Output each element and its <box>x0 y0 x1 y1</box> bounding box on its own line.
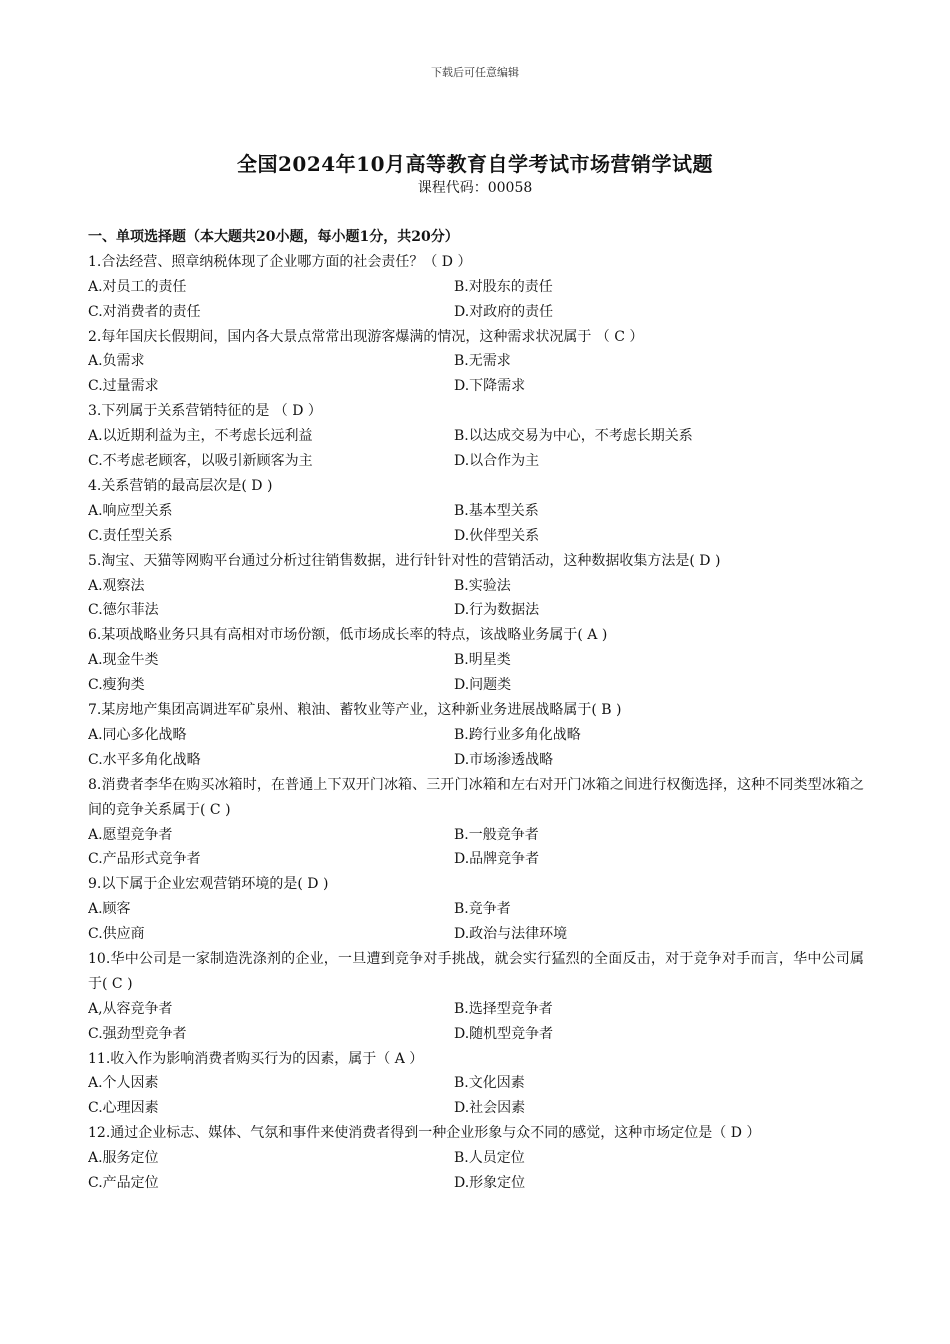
option-b: B.跨行业多角化战略 <box>454 726 581 743</box>
question-10 <box>88 947 864 1047</box>
option-list <box>88 349 864 399</box>
option-b: B.选择型竞争者 <box>454 1000 553 1017</box>
question-stem: 8.消费者李华在购买冰箱时，在普通上下双开门冰箱、三开门冰箱和左右对开门冰箱之间进行权衡选择，这种不同类型冰箱之间的竞争关系属于( C ) <box>88 776 864 818</box>
question-9 <box>88 872 864 947</box>
option-list <box>88 1071 864 1121</box>
option-a: A.以近期利益为主，不考虑长远利益 <box>88 428 313 445</box>
question-6 <box>88 623 864 698</box>
option-list <box>88 574 864 624</box>
option-a: A.愿望竞争者 <box>88 826 173 843</box>
option-d: D.品牌竞争者 <box>454 851 540 868</box>
option-b: B.对股东的责任 <box>454 278 553 295</box>
option-c: C.心理因素 <box>88 1100 159 1117</box>
option-d: D.行为数据法 <box>454 602 540 619</box>
question-4 <box>88 474 864 549</box>
option-c: C.责任型关系 <box>88 527 173 544</box>
option-d: D.下降需求 <box>454 378 526 395</box>
option-d: D.政治与法律环境 <box>454 926 568 943</box>
question-stem: 3.下列属于关系营销特征的是 （ D ） <box>88 403 322 420</box>
question-stem: 10.华中公司是一家制造洗涤剂的企业，一旦遭到竞争对手挑战，就会实行猛烈的全面反击，对于竞争对手而言，华中公司属于( C ) <box>88 950 864 992</box>
question-stem: 6.某项战略业务只具有高相对市场份额，低市场成长率的特点，该战略业务属于( A ) <box>88 627 608 644</box>
option-c: C.产品定位 <box>88 1175 159 1192</box>
option-a: A.服务定位 <box>88 1150 159 1167</box>
option-d: D.问题类 <box>454 677 512 694</box>
option-d: D.市场渗透战略 <box>454 751 554 768</box>
option-a: A.观察法 <box>88 577 145 594</box>
option-b: B.一般竞争者 <box>454 826 539 843</box>
section-heading: 一、单项选择题（本大题共20小题，每小题1分，共20分） <box>88 229 459 245</box>
option-c: C.德尔菲法 <box>88 602 159 619</box>
option-list <box>88 1146 864 1196</box>
question-stem: 9.以下属于企业宏观营销环境的是( D ) <box>88 876 329 893</box>
option-d: D.对政府的责任 <box>454 303 554 320</box>
document-title: 全国2024年10月高等教育自学考试市场营销学试题 <box>237 152 713 176</box>
option-b: B.竞争者 <box>454 901 511 918</box>
option-c: C.供应商 <box>88 926 145 943</box>
option-a: A.个人因素 <box>88 1075 159 1092</box>
option-b: B.文化因素 <box>454 1075 525 1092</box>
question-8 <box>88 773 864 873</box>
question-stem: 11.收入作为影响消费者购买行为的因素，属于（ A ） <box>88 1050 424 1067</box>
option-b: B.人员定位 <box>454 1150 525 1167</box>
option-list <box>88 499 864 549</box>
option-d: D.伙伴型关系 <box>454 527 540 544</box>
option-list <box>88 823 864 873</box>
question-stem: 4.关系营销的最高层次是( D ) <box>88 477 273 494</box>
question-5 <box>88 549 864 624</box>
option-a: A.响应型关系 <box>88 502 173 519</box>
option-c: C.强劲型竞争者 <box>88 1025 187 1042</box>
header-note: 下载后可任意编辑 <box>431 66 519 79</box>
option-d: D.以合作为主 <box>454 453 540 470</box>
question-2 <box>88 325 864 400</box>
option-list <box>88 897 864 947</box>
option-b: B.明星类 <box>454 652 511 669</box>
option-b: B.实验法 <box>454 577 511 594</box>
option-c: C.过量需求 <box>88 378 159 395</box>
option-d: D.形象定位 <box>454 1175 526 1192</box>
question-12 <box>88 1121 864 1196</box>
option-c: C.产品形式竞争者 <box>88 851 201 868</box>
question-11 <box>88 1047 864 1122</box>
option-b: B.以达成交易为中心，不考虑长期关系 <box>454 428 693 445</box>
option-list <box>88 648 864 698</box>
course-code: 课程代码：00058 <box>417 180 533 196</box>
question-stem: 2.每年国庆长假期间，国内各大景点常常出现游客爆满的情况，这种需求状况属于 （ C ） <box>88 328 644 345</box>
option-list <box>88 723 864 773</box>
option-c: C.不考虑老顾客，以吸引新顾客为主 <box>88 453 313 470</box>
question-stem: 12.通过企业标志、媒体、气氛和事件来使消费者得到一种企业形象与众不同的感觉，这种市场定位是（ D ） <box>88 1125 761 1142</box>
question-1 <box>88 250 864 325</box>
option-a: A.负需求 <box>88 353 145 370</box>
document-body <box>88 225 864 1196</box>
question-stem: 5.淘宝、天猫等网购平台通过分析过往销售数据，进行针针对性的营销活动，这种数据收集方法是( D ) <box>88 552 721 569</box>
question-3 <box>88 399 864 474</box>
question-7 <box>88 698 864 773</box>
option-a: A.同心多化战略 <box>88 726 187 743</box>
option-d: D.社会因素 <box>454 1100 526 1117</box>
option-a: A.顾客 <box>88 901 131 918</box>
option-a: A,从容竞争者 <box>88 1000 173 1017</box>
option-list <box>88 997 864 1047</box>
option-b: B.无需求 <box>454 353 511 370</box>
option-a: A.对员工的责任 <box>88 278 187 295</box>
option-b: B.基本型关系 <box>454 502 539 519</box>
option-c: C.对消费者的责任 <box>88 303 201 320</box>
option-list <box>88 275 864 325</box>
question-stem: 1.合法经营、照章纳税体现了企业哪方面的社会责任？（ D ） <box>88 253 472 270</box>
option-a: A.现金牛类 <box>88 652 159 669</box>
option-c: C.水平多角化战略 <box>88 751 201 768</box>
option-d: D.随机型竞争者 <box>454 1025 554 1042</box>
option-c: C.瘦狗类 <box>88 677 145 694</box>
option-list <box>88 424 864 474</box>
question-stem: 7.某房地产集团高调进军矿泉州、粮油、蓄牧业等产业，这种新业务进展战略属于( B ) <box>88 702 622 719</box>
